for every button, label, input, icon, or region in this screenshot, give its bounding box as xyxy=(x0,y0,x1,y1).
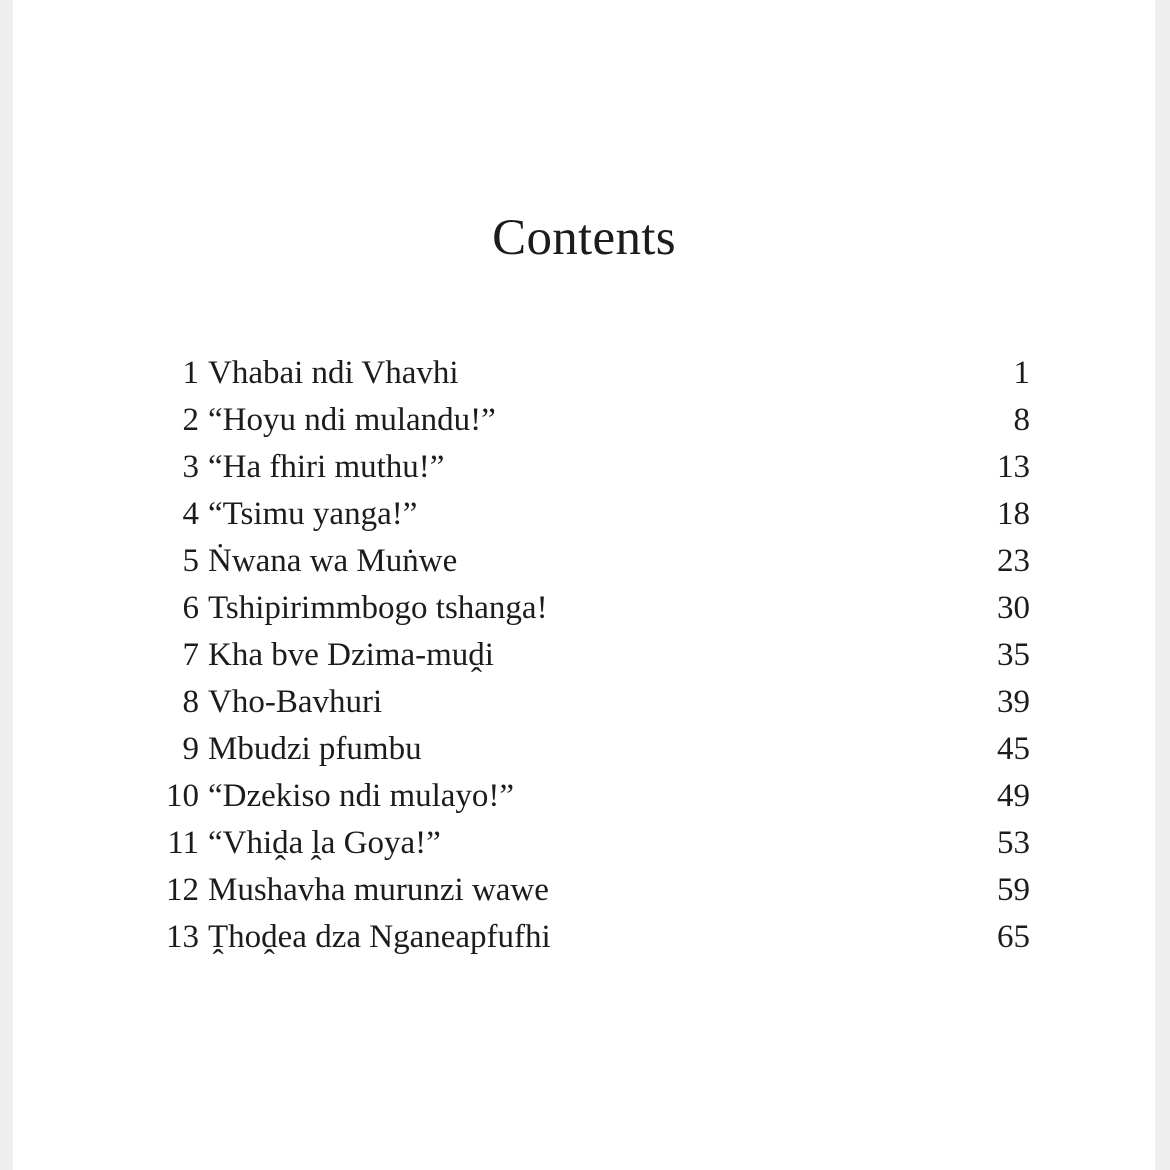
chapter-title: Ṱhoḓea dza Nganeapfufhi xyxy=(208,919,551,955)
page-number: 53 xyxy=(997,825,1030,861)
chapter-number: 5 xyxy=(182,543,199,579)
chapter-number: 2 xyxy=(182,402,199,438)
toc-entry[interactable] xyxy=(13,867,1155,914)
toc-entry[interactable] xyxy=(13,491,1155,538)
chapter-number: 9 xyxy=(182,731,199,767)
toc-entry[interactable] xyxy=(13,350,1155,397)
page-number: 18 xyxy=(997,496,1030,532)
chapter-title: Vhabai ndi Vhavhi xyxy=(208,355,459,391)
chapter-title: “Ha fhiri muthu!” xyxy=(208,449,445,485)
page-number: 39 xyxy=(997,684,1030,720)
page-number: 1 xyxy=(1013,355,1030,391)
toc-entry[interactable] xyxy=(13,397,1155,444)
contents-heading: Contents xyxy=(492,210,676,266)
chapter-number: 11 xyxy=(167,825,199,861)
toc-entry[interactable] xyxy=(13,679,1155,726)
chapter-title: “Vhiḓa ḽa Goya!” xyxy=(208,825,441,861)
toc-entry[interactable] xyxy=(13,632,1155,679)
toc-entry[interactable] xyxy=(13,444,1155,491)
chapter-title: Ṅwana wa Muṅwe xyxy=(208,543,458,579)
page-number: 59 xyxy=(997,872,1030,908)
toc-entry[interactable] xyxy=(13,726,1155,773)
chapter-title: “Tsimu yanga!” xyxy=(208,496,418,532)
page-number: 8 xyxy=(1013,402,1030,438)
toc-entry[interactable] xyxy=(13,538,1155,585)
chapter-number: 6 xyxy=(182,590,199,626)
page-number: 30 xyxy=(997,590,1030,626)
chapter-title: Mbudzi pfumbu xyxy=(208,731,422,767)
document-page xyxy=(13,0,1155,1170)
chapter-number: 13 xyxy=(166,919,199,955)
chapter-number: 3 xyxy=(182,449,199,485)
toc-entry[interactable] xyxy=(13,914,1155,961)
page-number: 45 xyxy=(997,731,1030,767)
chapter-title: Vho-Bavhuri xyxy=(208,684,383,720)
chapter-number: 10 xyxy=(166,778,199,814)
toc-entry[interactable] xyxy=(13,773,1155,820)
chapter-number: 1 xyxy=(182,355,199,391)
page-number: 65 xyxy=(997,919,1030,955)
chapter-number: 8 xyxy=(182,684,199,720)
chapter-title: Mushavha murunzi wawe xyxy=(208,872,549,908)
page-number: 49 xyxy=(997,778,1030,814)
page-number: 13 xyxy=(997,449,1030,485)
chapter-number: 7 xyxy=(182,637,199,673)
chapter-title: “Dzekiso ndi mulayo!” xyxy=(208,778,515,814)
toc-entry[interactable] xyxy=(13,585,1155,632)
chapter-number: 12 xyxy=(166,872,199,908)
table-of-contents xyxy=(13,350,1155,961)
toc-entry[interactable] xyxy=(13,820,1155,867)
chapter-title: Kha bve Dzima-muḓi xyxy=(208,637,494,673)
chapter-number: 4 xyxy=(182,496,199,532)
chapter-title: Tshipirimmbogo tshanga! xyxy=(208,590,548,626)
page-number: 35 xyxy=(997,637,1030,673)
page-number: 23 xyxy=(997,543,1030,579)
chapter-title: “Hoyu ndi mulandu!” xyxy=(208,402,496,438)
